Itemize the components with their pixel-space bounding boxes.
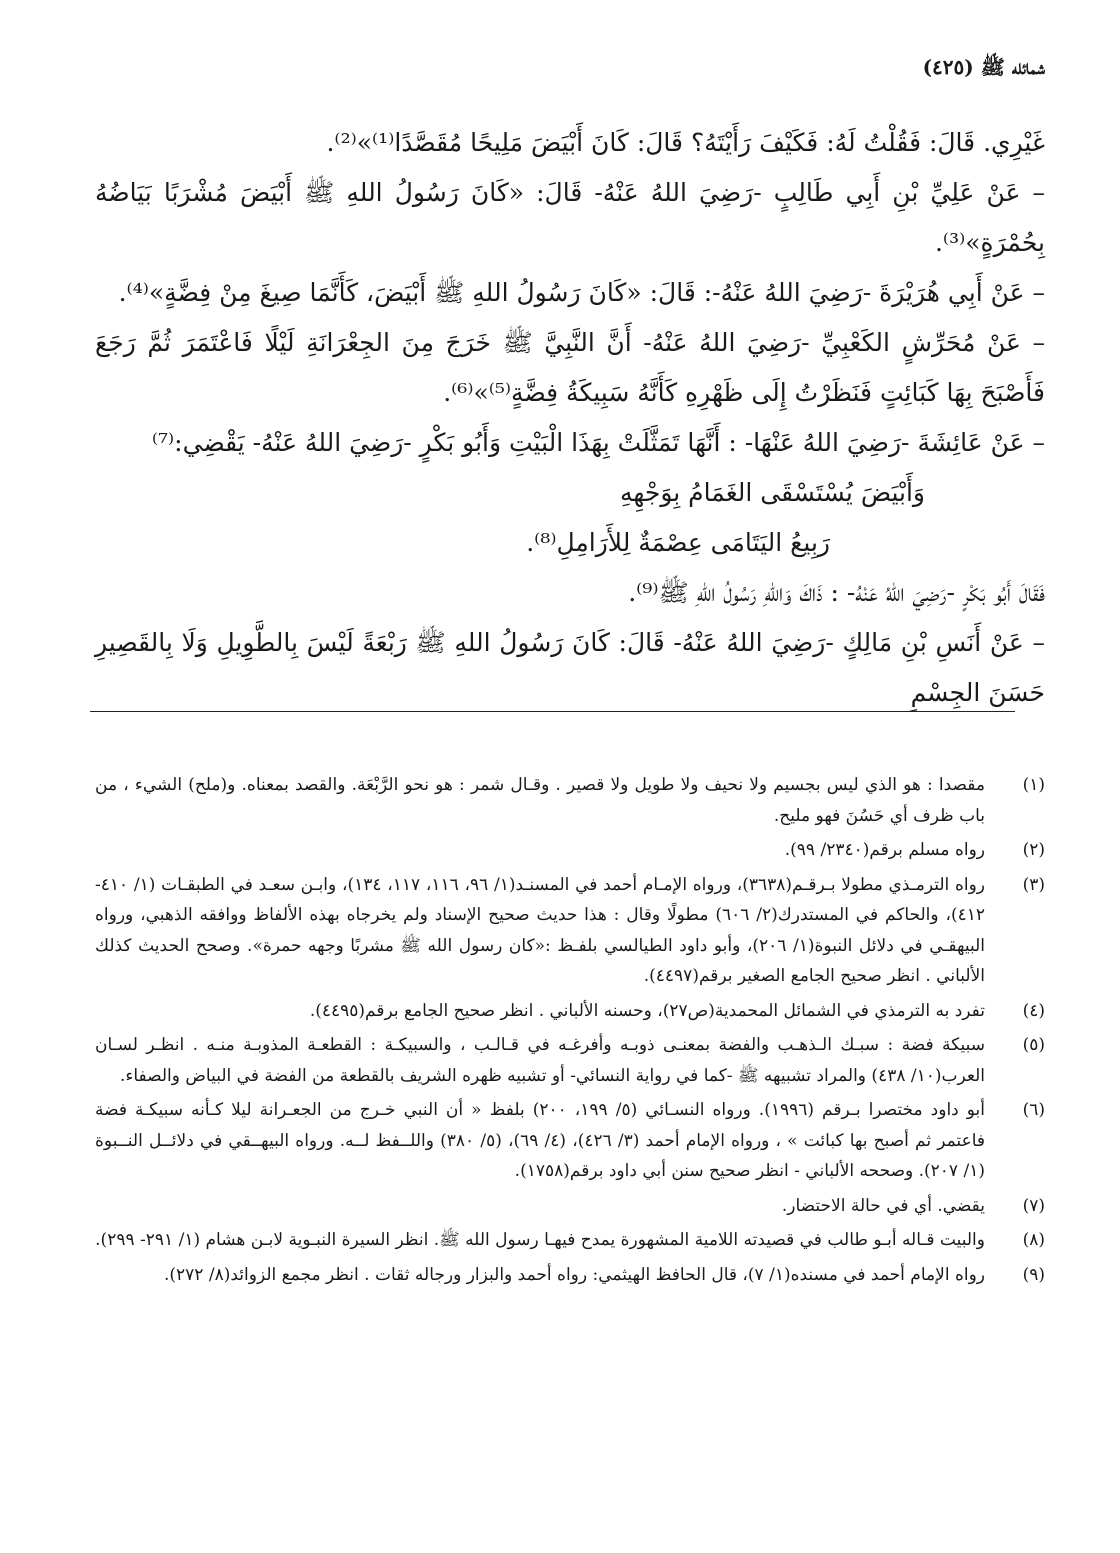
footnote-text: أبو داود مختصرا بـرقم (١٩٩٦). ورواه النسـائي (٥/ ١٩٩، ٢٠٠) بلفظ « أن النبي خـرج من الجعـرانة ليلا كـأنه سبيكـة فضة فاعتمر ثم أصبح بها كبائت » ، ورواه الإمام أحمد (٣/ ٤٢٦)، (٤/ ٦٩)، (٥/ ٣٨٠) واللــفظ لــه. ورواه البيهــقي في دلائــل النــبوة (١/ ٢٠٧). وصححه الألباني - انظر صحيح سنن أبي داود برقم(١٧٥٨). — [95, 1100, 986, 1181]
footnote-text: رواه الإمام أحمد في مسنده(١/ ٧)، قال الحافظ الهيثمي: رواه أحمد والبزار ورجاله ثقات . انظر مجمع الزوائد(٨/ ٢٧٢). — [163, 1264, 985, 1285]
footnote-number: (٧) — [1022, 1195, 1045, 1216]
footnote — [95, 1260, 1045, 1291]
body-paragraph: غَيْرِي. قَالَ: فَقُلْتُ لَهُ: فَكَيْفَ رَأَيْتَهُ؟ قَالَ: كَانَ أَبْيَضَ مَلِيحًا مُقَصَّدًا⁽¹⁾»⁽²⁾. — [326, 128, 1045, 157]
footnote-number: (٥) — [1022, 1035, 1045, 1055]
footnote-number: (٤) — [1022, 1000, 1045, 1021]
body-paragraph: – عَنْ أَبِي هُرَيْرَةَ -رَضِيَ اللهُ عَنْهُ-: قَالَ: «كَانَ رَسُولُ اللهِ ﷺ أَبْيَضَ، كَأَنَّمَا صِيغَ مِنْ فِضَّةٍ»⁽⁴⁾. — [95, 268, 1045, 318]
footnote — [95, 1225, 1045, 1256]
footnote-number: (٩) — [1022, 1264, 1045, 1285]
footnotes — [95, 770, 1045, 1294]
page-header: شمائله ﷺ (٤٢٥) — [922, 55, 1045, 79]
footnote-text: يقضي. أي في حالة الاحتضار. — [781, 1195, 985, 1216]
body-paragraph: – عَنْ مُحَرِّشٍ الكَعْبِيِّ -رَضِيَ اللهُ عَنْهُ- أَنَّ النَّبِيَّ ﷺ خَرَجَ مِنَ الجِعْرَانَةِ لَيْلًا فَاعْتَمَرَ ثُمَّ رَجَعَ فَأَصْبَحَ بِهَا كَبَائِتٍ فَنَظَرْتُ إِلَى ظَهْرِهِ كَأَنَّهُ سَبِيكَةُ فِضَّةٍ⁽⁵⁾»⁽⁶⁾. — [95, 318, 1045, 418]
body-paragraph: – عَنْ أَنَسِ بْنِ مَالِكٍ -رَضِيَ اللهُ عَنْهُ- قَالَ: كَانَ رَسُولُ اللهِ ﷺ رَبْعَةً لَيْسَ بِالطَّوِيلِ وَلَا بِالقَصِيرِ حَسَنَ الجِسْمِ — [95, 618, 1045, 718]
footnote-text: والبيت قـاله أبـو طالب في قصيدته اللامية المشهورة يمدح فيهـا رسول الله ﷺ. انظر السيرة النبـوية لابـن هشام (١/ ٢٩١- ٢٩٩). — [95, 1230, 985, 1250]
footnote-text: رواه الترمـذي مطولا بـرقـم(٣٦٣٨)، ورواه الإمـام أحمد في المسنـد(١/ ٩٦، ١١٦، ١١٧، ١٣٤)، وابـن سعـد في الطبقـات (١/ ٤١٠- ٤١٢)، والحاكم في المستدرك(٢/ ٦٠٦) مطولًا وقال : هذا حديث صحيح الإسناد ولم يخرجاه بهذه الألفاظ ووافقه الذهبي، ورواه البيهقـي في دلائل النبوة(١/ ٢٠٦)، وأبو داود الطيالسي بلفـظ :«كان رسول الله ﷺ مشربًا وجهه حمرة». وصحح الحديث كذلك الألباني . انظر صحيح الجامع الصغير برقم(٤٤٩٧). — [95, 874, 986, 986]
body-paragraph: – عَنْ عَلِيِّ بْنِ أَبِي طَالِبٍ -رَضِيَ اللهُ عَنْهُ- قَالَ: «كَانَ رَسُولُ اللهِ ﷺ أَبْيَضَ مُشْرَبًا بَيَاضُهُ بِحُمْرَةٍ»⁽³⁾. — [95, 168, 1045, 268]
footnote-number: (٣) — [1022, 874, 1045, 895]
poem-verse: وَأَبْيَضَ يُسْتَسْقَى الغَمَامُ بِوَجْهِهِ — [619, 478, 925, 507]
footnote — [95, 870, 1045, 992]
footnote-number: (٢) — [1022, 840, 1045, 860]
body-paragraph: – عَنْ عَائِشَةَ -رَضِيَ اللهُ عَنْهَا- : أَنَّهَا تَمَثَّلَتْ بِهَذَا الْبَيْتِ وَأَبُو بَكْرٍ -رَضِيَ اللهُ عَنْهُ- يَقْضِي:⁽⁷⁾ — [95, 418, 1045, 468]
footnote — [95, 835, 1045, 866]
footnote — [95, 1191, 1045, 1222]
footnote-text: مقصدا : هو الذي ليس بجسيم ولا نحيف ولا طويل ولا قصير . وقـال شمر : هو نحو الرَّبْعَة. والقصد بمعناه. و(ملح) الشيء ، من باب ظرف أي حَسُنَ فهو مليح. — [95, 775, 985, 826]
body-paragraph: فَقَالَ أَبُو بَكْرٍ -رَضِيَ اللهُ عَنْهُ- : ذَاكَ وَاللهِ رَسُولُ اللهِ ﷺ⁽⁹⁾. — [628, 578, 1045, 607]
footnote — [95, 770, 1045, 831]
footnote — [95, 1030, 1045, 1091]
footnote-number: (٨) — [1022, 1230, 1045, 1250]
footnote-text: تفرد به الترمذي في الشمائل المحمدية(ص٢٧)، وحسنه الألباني . انظر صحيح الجامع برقم(٤٤٩٥). — [309, 1000, 985, 1021]
footnote — [95, 996, 1045, 1027]
footnote-number: (٦) — [1022, 1100, 1045, 1120]
footnote-text: سبيكة فضة : سبـك الـذهـب والفضة بمعنـى ذوبـه وأفرغـه في قـالـب ، والسبيكـة : القطعـة المذوبـة منـه . انظـر لسـان العرب(١٠/ ٤٣٨) والمراد تشبيهه ﷺ -كما في رواية النسائي- أو تشبيه ظهره الشريف بالقطعة من الفضة في البياض والصفاء. — [95, 1035, 985, 1086]
footnote-divider — [90, 711, 1015, 712]
footnote — [95, 1095, 1045, 1187]
poem-verse: رَبِيعُ اليَتَامَى عِصْمَةٌ لِلأَرَامِلِ⁽⁸⁾. — [526, 528, 830, 557]
footnote-text: رواه مسلم برقم(٢٣٤٠/ ٩٩). — [784, 840, 985, 860]
footnote-number: (١) — [1022, 775, 1045, 795]
main-text — [95, 118, 1045, 718]
